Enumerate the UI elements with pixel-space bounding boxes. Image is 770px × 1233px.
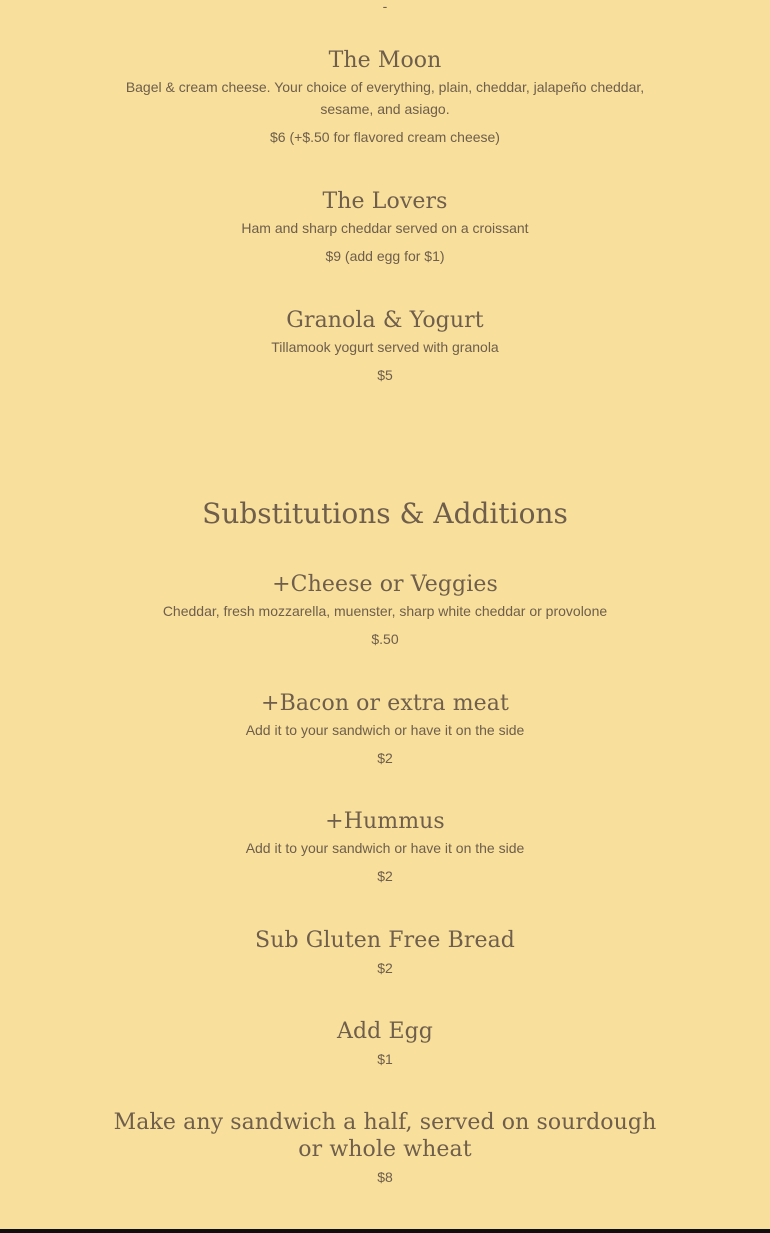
addition-item xyxy=(110,1018,660,1069)
menu-item-title: Granola & Yogurt xyxy=(286,308,484,333)
menu-item-description: Bagel & cream cheese. Your choice of everything, plain, cheddar, jalapeño cheddar, sesame, and asiago. xyxy=(125,79,645,117)
menu-item-price: $5 xyxy=(377,367,393,383)
addition-price: $1 xyxy=(377,1051,393,1067)
addition-title: Make any sandwich a half, served on sourdough or whole wheat xyxy=(113,1110,657,1162)
addition-title: Sub Gluten Free Bread xyxy=(255,928,515,953)
addition-item xyxy=(110,927,660,978)
addition-price: $8 xyxy=(377,1169,393,1185)
addition-price: $.50 xyxy=(371,631,399,647)
addition-title: +Hummus xyxy=(325,809,445,834)
addition-item xyxy=(110,808,660,886)
menu-item xyxy=(110,47,660,147)
addition-title: +Bacon or extra meat xyxy=(261,691,509,716)
addition-title: Add Egg xyxy=(337,1019,433,1044)
menu-item-description: Ham and sharp cheddar served on a croissant xyxy=(241,220,529,236)
addition-description: Add it to your sandwich or have it on the side xyxy=(245,722,525,738)
section-heading: Substitutions & Additions xyxy=(202,497,568,530)
addition-price: $2 xyxy=(377,960,393,976)
addition-description: Add it to your sandwich or have it on the side xyxy=(245,840,525,856)
addition-description: Cheddar, fresh mozzarella, muenster, sharp white cheddar or provolone xyxy=(162,603,608,619)
addition-price: $2 xyxy=(377,750,393,766)
menu-item-price: $9 (add egg for $1) xyxy=(325,248,445,264)
addition-price: $2 xyxy=(377,868,393,884)
menu-item-title: The Moon xyxy=(328,48,442,73)
divider-mark: - xyxy=(382,0,388,14)
addition-title: +Cheese or Veggies xyxy=(272,572,498,597)
menu-item xyxy=(110,188,660,266)
addition-item xyxy=(110,690,660,768)
menu-item xyxy=(110,307,660,385)
menu-item-description: Tillamook yogurt served with granola xyxy=(271,339,499,355)
addition-item xyxy=(110,1109,660,1187)
menu-item-title: The Lovers xyxy=(322,189,448,214)
bottom-border xyxy=(0,1229,770,1233)
menu-item-price: $6 (+$.50 for flavored cream cheese) xyxy=(270,129,500,145)
addition-item xyxy=(110,571,660,649)
